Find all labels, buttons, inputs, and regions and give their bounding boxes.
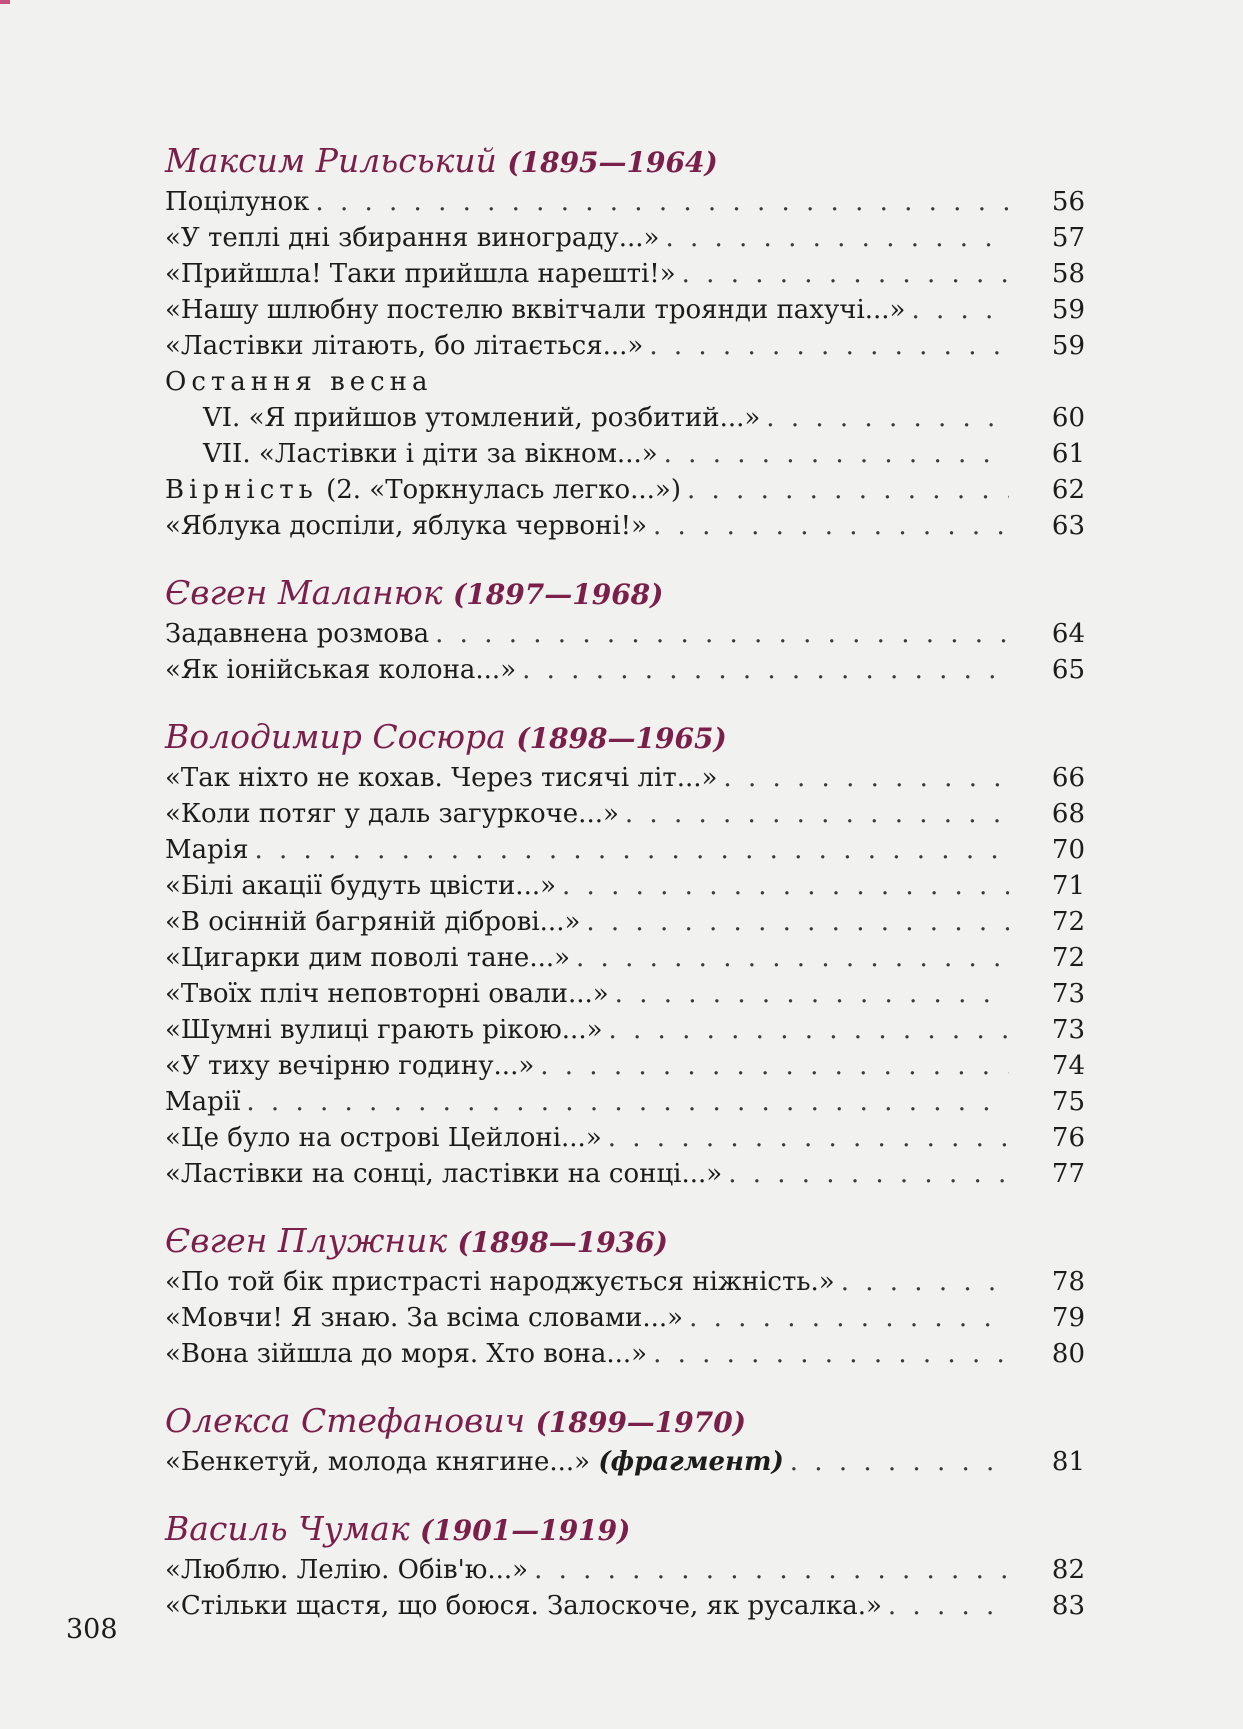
entry-page: 63 [1051, 511, 1085, 541]
toc-section [165, 1220, 1085, 1372]
entry-title: «Ластівки на сонці, ластівки на сонці...» [165, 1159, 723, 1189]
entry-page: 65 [1051, 655, 1085, 685]
toc-entry[interactable] [165, 940, 1085, 976]
dot-leader [576, 940, 1009, 976]
dot-leader [540, 1048, 1009, 1084]
author-heading [165, 140, 1085, 184]
dot-leader [534, 1552, 1009, 1588]
toc-entry[interactable] [165, 1264, 1085, 1300]
entry-title: VII. «Ластівки і діти за вікном...» [203, 439, 658, 469]
toc-section [165, 140, 1085, 544]
dot-leader [665, 220, 1009, 256]
toc-entry[interactable] [165, 256, 1085, 292]
author-years: (1897—1968) [453, 578, 664, 611]
entry-page: 81 [1051, 1447, 1085, 1477]
entry-page: 72 [1051, 907, 1085, 937]
author-heading [165, 1220, 1085, 1264]
entry-title: «Вона зійшла до моря. Хто вона...» [165, 1339, 648, 1369]
toc-entry[interactable] [165, 796, 1085, 832]
entry-title: «Прийшла! Таки прийшла нарешті!» [165, 259, 676, 289]
toc-entry[interactable] [165, 184, 1085, 220]
entry-page: 71 [1051, 871, 1085, 901]
dot-leader [246, 1084, 1009, 1120]
entry-page: 59 [1051, 331, 1085, 361]
entry-page: 59 [1051, 295, 1085, 325]
toc-entry[interactable] [165, 1552, 1085, 1588]
dot-leader [435, 616, 1009, 652]
entry-page: 66 [1051, 763, 1085, 793]
entry-title: Задавнена розмова [165, 619, 430, 649]
entry-page: 56 [1051, 187, 1085, 217]
table-of-contents [165, 140, 1085, 1652]
dot-leader [586, 904, 1009, 940]
entry-page: 62 [1051, 475, 1085, 505]
dot-leader [790, 1444, 1009, 1480]
toc-entry[interactable] [165, 904, 1085, 940]
toc-entry[interactable] [165, 1048, 1085, 1084]
toc-entry[interactable] [165, 1588, 1085, 1624]
entry-title: «Білі акації будуть цвісти...» [165, 871, 557, 901]
toc-entry[interactable] [165, 652, 1085, 688]
entry-page: 60 [1051, 403, 1085, 433]
dot-leader [315, 184, 1009, 220]
toc-entry[interactable] [165, 760, 1085, 796]
dot-leader [609, 1012, 1010, 1048]
dot-leader [682, 256, 1009, 292]
entry-title [165, 1444, 784, 1480]
entry-title: «Люблю. Лелію. Обів'ю...» [165, 1555, 529, 1585]
entry-page: 83 [1051, 1591, 1085, 1621]
toc-entry[interactable] [165, 1336, 1085, 1372]
entry-title: «Мовчи! Я знаю. За всіма словами...» [165, 1303, 684, 1333]
entry-page: 61 [1051, 439, 1085, 469]
author-years: (1895—1964) [507, 146, 718, 179]
toc-section [165, 1508, 1085, 1624]
entry-title: «По той бік пристрасті народжується ніжність.» [165, 1267, 835, 1297]
dot-leader [562, 868, 1009, 904]
entry-title: «Стільки щастя, що боюся. Залоскоче, як русалка.» [165, 1591, 882, 1621]
entry-title: «Ластівки літають, бо літається...» [165, 331, 644, 361]
dot-leader [766, 400, 1009, 436]
author-years: (1899—1970) [535, 1406, 746, 1439]
dot-leader [625, 796, 1009, 832]
entry-page: 73 [1051, 1015, 1085, 1045]
entry-title: «Шумні вулиці грають рікою...» [165, 1015, 603, 1045]
dot-leader [728, 1156, 1009, 1192]
entry-title: Поцілунок [165, 187, 310, 217]
toc-section [165, 1400, 1085, 1480]
toc-entry[interactable] [165, 220, 1085, 256]
toc-entry[interactable] [165, 1300, 1085, 1336]
dot-leader [522, 652, 1009, 688]
entry-title: «В осінній багряній діброві...» [165, 907, 581, 937]
toc-entry[interactable] [165, 472, 1085, 508]
entry-page: 79 [1051, 1303, 1085, 1333]
toc-entry[interactable] [165, 1120, 1085, 1156]
dot-leader [254, 832, 1009, 868]
toc-entry[interactable] [165, 508, 1085, 544]
dot-leader [649, 328, 1009, 364]
page-number: 308 [66, 1614, 118, 1645]
entry-title-spaced: Вірність [165, 475, 318, 505]
entry-page: 78 [1051, 1267, 1085, 1297]
toc-entry[interactable] [165, 292, 1085, 328]
entry-title-text: «Бенкетуй, молода княгине...» [165, 1447, 591, 1477]
entry-title: Марії [165, 1087, 241, 1117]
entry-title: Марія [165, 835, 249, 865]
dot-leader [689, 1300, 1009, 1336]
toc-entry[interactable] [165, 1084, 1085, 1120]
entry-page: 74 [1051, 1051, 1085, 1081]
entry-note: (фрагмент) [598, 1447, 784, 1477]
entry-title: «Твоїх пліч неповторні овали...» [165, 979, 609, 1009]
dot-leader [615, 976, 1009, 1012]
toc-entry[interactable] [165, 832, 1085, 868]
author-years: (1901—1919) [420, 1514, 631, 1547]
entry-title: «Так ніхто не кохав. Через тисячі літ...» [165, 763, 718, 793]
author-name: Євген Маланюк [165, 573, 443, 612]
cycle-title: Остання весна [165, 367, 433, 397]
entry-title: «Яблука доспіли, яблука червоні!» [165, 511, 648, 541]
entry-title: VI. «Я прийшов утомлений, розбитий...» [203, 403, 761, 433]
entry-title: «Як іонійськая колона...» [165, 655, 517, 685]
toc-entry[interactable] [165, 1156, 1085, 1192]
entry-page: 80 [1051, 1339, 1085, 1369]
dot-leader [888, 1588, 1009, 1624]
toc-entry[interactable] [165, 328, 1085, 364]
entry-page: 70 [1051, 835, 1085, 865]
entry-title: «У тиху вечірню годину...» [165, 1051, 535, 1081]
dot-leader [841, 1264, 1009, 1300]
toc-entry[interactable] [165, 1012, 1085, 1048]
entry-page: 58 [1051, 259, 1085, 289]
entry-page: 68 [1051, 799, 1085, 829]
entry-page: 76 [1051, 1123, 1085, 1153]
entry-title: «Цигарки дим поволі тане...» [165, 943, 571, 973]
entry-title-rest: (2. «Торкнулась легко...») [317, 475, 681, 505]
entry-page: 77 [1051, 1159, 1085, 1189]
author-years: (1898—1936) [457, 1226, 668, 1259]
toc-section [165, 716, 1085, 1192]
toc-entry[interactable] [165, 436, 1085, 472]
toc-entry[interactable] [165, 616, 1085, 652]
entry-page: 72 [1051, 943, 1085, 973]
author-heading [165, 1508, 1085, 1552]
entry-title: «Це було на острові Цейлоні...» [165, 1123, 602, 1153]
dot-leader [664, 436, 1009, 472]
entry-page: 64 [1051, 619, 1085, 649]
entry-page: 57 [1051, 223, 1085, 253]
dot-leader [608, 1120, 1009, 1156]
entry-page: 82 [1051, 1555, 1085, 1585]
toc-entry[interactable] [165, 1444, 1085, 1480]
author-name: Василь Чумак [165, 1509, 410, 1548]
entry-title: «Нашу шлюбну постелю вквітчали троянди пахучі...» [165, 295, 906, 325]
dot-leader [687, 472, 1009, 508]
toc-section [165, 572, 1085, 688]
author-heading [165, 1400, 1085, 1444]
entry-title: «Коли потяг у даль загуркоче...» [165, 799, 619, 829]
author-name: Володимир Сосюра [165, 717, 506, 756]
author-name: Олекса Стефанович [165, 1401, 526, 1440]
toc-entry[interactable] [165, 400, 1085, 436]
author-heading [165, 572, 1085, 616]
dot-leader [911, 292, 1009, 328]
dot-leader [653, 508, 1009, 544]
toc-entry[interactable] [165, 976, 1085, 1012]
author-years: (1898—1965) [516, 722, 727, 755]
entry-page: 75 [1051, 1087, 1085, 1117]
author-name: Євген Плужник [165, 1221, 448, 1260]
toc-entry[interactable] [165, 868, 1085, 904]
dot-leader [723, 760, 1009, 796]
author-heading [165, 716, 1085, 760]
entry-title: «У теплі дні збирання винограду...» [165, 223, 660, 253]
entry-page: 73 [1051, 979, 1085, 1009]
author-name: Максим Рильський [165, 141, 497, 180]
page-edge-mark [0, 0, 10, 4]
entry-title [165, 472, 681, 508]
dot-leader [653, 1336, 1009, 1372]
